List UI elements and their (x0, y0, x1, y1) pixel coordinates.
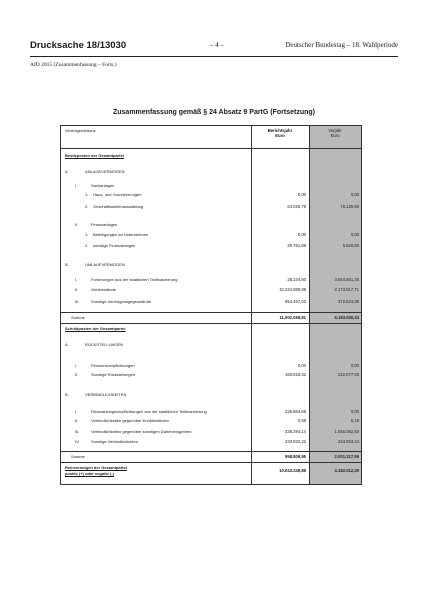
row-label: Beteiligungen an Unternehmen (93, 232, 149, 237)
column-header-current: Berichtsjahr Euro (267, 128, 293, 138)
row-value-current: 336.294,14 (285, 429, 306, 434)
subsection-number: I. (75, 183, 78, 188)
assets-heading: Besitzposten der Gesamtpartei (65, 153, 124, 158)
subsection-label: Finanzanlagen (91, 222, 118, 227)
column-header-label: Vermögensbilanz (65, 128, 96, 133)
row-label: Sonstige Rückstellungen (91, 372, 136, 377)
row-value-current: 160.618,32 (285, 372, 306, 377)
running-subheader: AfD 2015 (Zusammenfassung – Forts.) (30, 62, 117, 68)
row-number: II. (75, 418, 79, 423)
row-value-prior: 372.624,39 (338, 299, 359, 304)
table-title: Zusammenfassung gemäß § 24 Absatz 9 PartG (Fortsetzung) (112, 109, 315, 116)
section-label: UMLAUFVERMÖGEN (85, 262, 125, 267)
row-value-current: 30.761,69 (287, 243, 306, 248)
row-label: Rückzahlungsverpflichtungen aus der staatlichen Teilfinanzierung (91, 409, 207, 414)
row-label: Sonstige Vermögensgegenstände (91, 299, 152, 304)
row-value-current: 10.224.590,89 (279, 287, 306, 292)
row-label: Haus- und Grundvermögen (93, 192, 142, 197)
row-label: Verbindlichkeiten gegenüber sonstigen Darlehensgebern (91, 429, 192, 434)
row-value-prior: 1.555.082,60 (334, 429, 359, 434)
row-number: II. (75, 287, 79, 292)
row-number: I. (75, 409, 78, 414)
row-label: Geschäftsstellenausstattung (93, 204, 144, 209)
balance-sheet-table (60, 125, 362, 485)
parliament-label: Deutscher Bundestag – 18. Wahlperiode (285, 41, 398, 49)
column-header-prior: Vorjahr Euro (328, 128, 342, 138)
row-divider (61, 451, 361, 452)
row-divider (61, 312, 361, 313)
subsection-label: Sachanlagen (91, 183, 115, 188)
liabilities-sum-current: 958.809,95 (285, 454, 306, 459)
assets-sum-label: Summe (71, 315, 85, 320)
row-value-prior: 222.077,03 (338, 372, 359, 377)
net-assets-sign-note: positiv (+) oder negativ (-) (65, 471, 115, 476)
row-value-current: 0,00 (297, 232, 306, 237)
section-number: A. (65, 342, 69, 347)
row-value-current: 28.224,50 (287, 277, 306, 282)
liabilities-heading: Schuldposten der Gesamtpartei (65, 326, 126, 331)
assets-sum-current: 11.002.059,81 (279, 315, 306, 320)
row-label: Geldbestände (91, 287, 116, 292)
row-value-prior: 76.125,59 (340, 204, 359, 209)
row-value-prior: 5.620,50 (342, 243, 359, 248)
section-number: B. (65, 392, 69, 397)
row-number: III. (75, 299, 80, 304)
row-value-current: 0,00 (297, 363, 306, 368)
row-divider (61, 462, 361, 463)
header-divider (61, 148, 361, 149)
row-number: IV. (75, 439, 80, 444)
row-label: Sonstige Verbindlichkeiten (91, 439, 138, 444)
row-number: 1. (85, 192, 89, 197)
row-number: 2. (85, 204, 89, 209)
row-value-current: 228.864,69 (285, 409, 306, 414)
row-number: II. (75, 372, 79, 377)
row-label: sonstige Finanzanlagen (93, 243, 136, 248)
liabilities-sum-label: Summe (71, 454, 85, 459)
row-value-current: 233.032,22 (285, 439, 306, 444)
row-value-prior: 0,00 (350, 409, 359, 414)
net-assets-prior: 4.182.012,29 (334, 468, 359, 473)
section-label: RÜCKSTELLUNGEN (85, 342, 124, 347)
row-value-current: 0,58 (297, 418, 306, 423)
row-value-current: 654.457,03 (285, 299, 306, 304)
row-value-prior: 2.173.817,71 (334, 287, 359, 292)
liabilities-sum-prior: 2.001.217,95 (334, 454, 359, 459)
row-value-prior: 0,00 (350, 192, 359, 197)
assets-sum-prior: 6.183.030,24 (334, 315, 359, 320)
row-value-current: 64.025,79 (287, 204, 306, 209)
section-label: ANLAGEVERMÖGEN (85, 169, 125, 174)
row-label: Verbindlichkeiten gegenüber Kreditinstituten (91, 418, 170, 423)
row-divider (61, 323, 361, 324)
page-header (30, 40, 398, 57)
section-number: B. (65, 262, 69, 267)
row-number: 2. (85, 243, 89, 248)
net-assets-current: 10.043.249,86 (279, 468, 306, 473)
row-value-current: 0,00 (297, 192, 306, 197)
row-value-prior: 0,00 (350, 232, 359, 237)
section-number: A. (65, 169, 69, 174)
row-value-prior: 3.554.841,25 (334, 277, 359, 282)
row-label: Pensionsverpflichtungen (91, 363, 135, 368)
net-assets-label: Reinvermögen der Gesamtpartei (65, 465, 127, 470)
row-number: I. (75, 277, 78, 282)
section-label: VERBINDLICHKEITEN (85, 392, 127, 397)
row-number: 1. (85, 232, 89, 237)
document-number: Drucksache 18/13030 (30, 40, 127, 51)
row-number: III. (75, 429, 80, 434)
row-number: I. (75, 363, 78, 368)
page-number: – 4 – (210, 41, 224, 49)
row-value-prior: 0,00 (350, 363, 359, 368)
column-divider (309, 126, 310, 484)
row-value-prior: 224.053,14 (338, 439, 359, 444)
subsection-number: II. (75, 222, 79, 227)
row-label: Forderungen aus der staatlichen Teilfinanzierung (91, 277, 178, 282)
row-value-prior: 5,18 (350, 418, 359, 423)
